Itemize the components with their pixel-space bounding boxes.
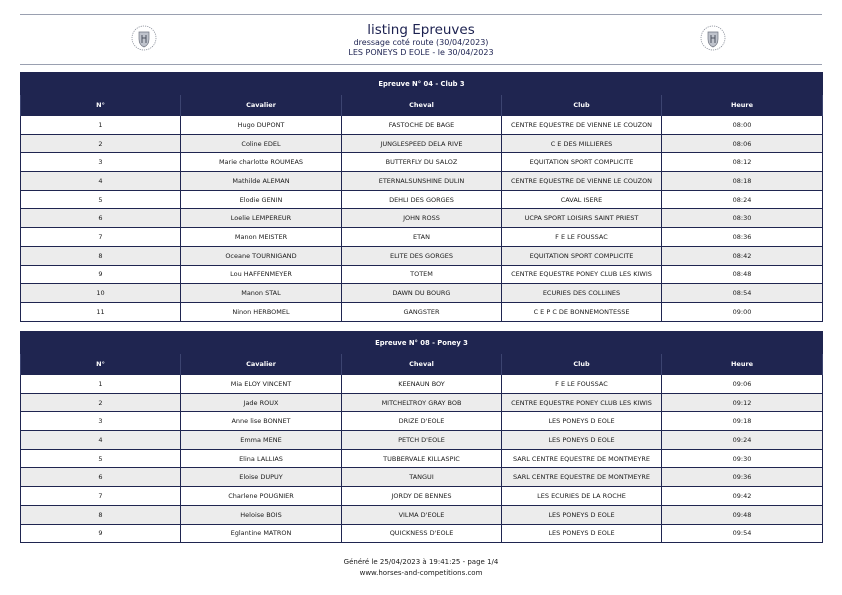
cell-horse: DAWN DU BOURG: [342, 284, 502, 303]
table-row: [21, 412, 823, 431]
cell-horse: KEENAUN BOY: [342, 375, 502, 394]
cell-time: 09:18: [662, 412, 823, 431]
cell-time: 08:00: [662, 116, 823, 135]
cell-number: 11: [21, 302, 181, 321]
cell-number: 7: [21, 228, 181, 247]
cell-rider: Manon STAL: [181, 284, 342, 303]
cell-club: UCPA SPORT LOISIRS SAINT PRIEST: [502, 209, 662, 228]
cell-rider: Hugo DUPONT: [181, 116, 342, 135]
table-row: [21, 302, 823, 321]
cell-number: 4: [21, 172, 181, 191]
table-row: [21, 468, 823, 487]
cell-rider: Ninon HERBOMEL: [181, 302, 342, 321]
epreuve-title: Epreuve N° 08 - Poney 3: [21, 332, 823, 354]
cell-club: LES PONEYS D EOLE: [502, 412, 662, 431]
epreuve-rows: [21, 116, 823, 322]
epreuve-rows: [21, 375, 823, 543]
table-row: [21, 524, 823, 543]
cell-rider: Coline EDEL: [181, 134, 342, 153]
cell-number: 1: [21, 375, 181, 394]
cell-time: 08:48: [662, 265, 823, 284]
table-row: [21, 431, 823, 450]
column-header-number: N°: [21, 354, 181, 375]
cell-rider: Elina LALLIAS: [181, 449, 342, 468]
cell-number: 5: [21, 449, 181, 468]
page-header: [0, 22, 842, 57]
column-header-club: Club: [502, 354, 662, 375]
top-rule: [20, 14, 822, 15]
cell-rider: Marie charlotte ROUMEAS: [181, 153, 342, 172]
cell-horse: DRIZE D'EOLE: [342, 412, 502, 431]
cell-horse: VILMA D'EOLE: [342, 505, 502, 524]
cell-time: 09:06: [662, 375, 823, 394]
column-header-row: [21, 95, 823, 116]
table-row: [21, 209, 823, 228]
table-row: [21, 265, 823, 284]
cell-club: CENTRE EQUESTRE PONEY CLUB LES KIWIS: [502, 393, 662, 412]
cell-horse: BUTTERFLY DU SALOZ: [342, 153, 502, 172]
cell-number: 9: [21, 265, 181, 284]
cell-rider: Eglantine MATRON: [181, 524, 342, 543]
cell-rider: Manon MEISTER: [181, 228, 342, 247]
table-row: [21, 246, 823, 265]
column-header-rider: Cavalier: [181, 95, 342, 116]
cell-club: LES PONEYS D EOLE: [502, 431, 662, 450]
cell-club: CENTRE EQUESTRE DE VIENNE LE COUZON: [502, 172, 662, 191]
column-header-horse: Cheval: [342, 354, 502, 375]
cell-club: LES PONEYS D EOLE: [502, 524, 662, 543]
cell-rider: Elodie GENIN: [181, 190, 342, 209]
cell-time: 08:30: [662, 209, 823, 228]
column-header-rider: Cavalier: [181, 354, 342, 375]
cell-rider: Jade ROUX: [181, 393, 342, 412]
column-header-time: Heure: [662, 354, 823, 375]
cell-number: 1: [21, 116, 181, 135]
cell-number: 3: [21, 153, 181, 172]
cell-time: 08:12: [662, 153, 823, 172]
table-row: [21, 375, 823, 394]
cell-time: 08:06: [662, 134, 823, 153]
cell-club: CENTRE EQUESTRE PONEY CLUB LES KIWIS: [502, 265, 662, 284]
page-subtitle-venue: LES PONEYS D EOLE - le 30/04/2023: [348, 47, 494, 57]
cell-time: 08:54: [662, 284, 823, 303]
cell-rider: Oceane TOURNIGAND: [181, 246, 342, 265]
cell-number: 4: [21, 431, 181, 450]
table-row: [21, 134, 823, 153]
cell-club: CENTRE EQUESTRE DE VIENNE LE COUZON: [502, 116, 662, 135]
cell-club: CAVAL ISERE: [502, 190, 662, 209]
cell-number: 7: [21, 487, 181, 506]
table-row: [21, 228, 823, 247]
table-row: [21, 284, 823, 303]
cell-time: 08:24: [662, 190, 823, 209]
cell-rider: Emma MENE: [181, 431, 342, 450]
cell-number: 10: [21, 284, 181, 303]
cell-club: C E DES MILLIERES: [502, 134, 662, 153]
cell-number: 6: [21, 468, 181, 487]
cell-time: 09:24: [662, 431, 823, 450]
cell-horse: MITCHELTROY GRAY BOB: [342, 393, 502, 412]
cell-horse: DEHLI DES GORGES: [342, 190, 502, 209]
table-row: [21, 393, 823, 412]
table-row: [21, 449, 823, 468]
cell-club: LES PONEYS D EOLE: [502, 505, 662, 524]
table-row: [21, 172, 823, 191]
epreuve-title: Epreuve N° 04 - Club 3: [21, 73, 823, 95]
table-row: [21, 487, 823, 506]
cell-horse: GANGSTER: [342, 302, 502, 321]
cell-horse: JORDY DE BENNES: [342, 487, 502, 506]
cell-time: 09:54: [662, 524, 823, 543]
cell-club: C E P C DE BONNEMONTESSE: [502, 302, 662, 321]
cell-horse: TANGUI: [342, 468, 502, 487]
page-title: listing Epreuves: [367, 22, 475, 38]
cell-club: F E LE FOUSSAC: [502, 228, 662, 247]
column-header-number: N°: [21, 95, 181, 116]
cell-time: 09:48: [662, 505, 823, 524]
cell-horse: FASTOCHE DE BAGE: [342, 116, 502, 135]
cell-time: 09:36: [662, 468, 823, 487]
column-header-club: Club: [502, 95, 662, 116]
cell-horse: ELITE DES GORGES: [342, 246, 502, 265]
cell-horse: TUBBERVALE KILLASPIC: [342, 449, 502, 468]
page-subtitle-event: dressage coté route (30/04/2023): [353, 38, 489, 47]
cell-number: 8: [21, 505, 181, 524]
cell-number: 9: [21, 524, 181, 543]
cell-horse: QUICKNESS D'EOLE: [342, 524, 502, 543]
cell-time: 08:42: [662, 246, 823, 265]
cell-number: 5: [21, 190, 181, 209]
page-footer: [0, 557, 842, 578]
cell-horse: JUNGLESPEED DELA RIVE: [342, 134, 502, 153]
cell-rider: Anne lise BONNET: [181, 412, 342, 431]
cell-club: LES ECURIES DE LA ROCHE: [502, 487, 662, 506]
cell-club: F E LE FOUSSAC: [502, 375, 662, 394]
generated-note: Généré le 25/04/2023 à 19:41:25 - page 1/4: [343, 558, 499, 566]
cell-number: 3: [21, 412, 181, 431]
epreuve-table: [20, 72, 823, 322]
cell-number: 8: [21, 246, 181, 265]
cell-time: 08:36: [662, 228, 823, 247]
epreuve-table: [20, 331, 823, 543]
cell-rider: Loelie LEMPEREUR: [181, 209, 342, 228]
cell-rider: Eloise DUPUY: [181, 468, 342, 487]
cell-horse: ETAN: [342, 228, 502, 247]
cell-number: 2: [21, 134, 181, 153]
cell-rider: Mia ELOY VINCENT: [181, 375, 342, 394]
table-row: [21, 153, 823, 172]
column-header-row: [21, 354, 823, 375]
cell-rider: Mathilde ALEMAN: [181, 172, 342, 191]
cell-time: 09:42: [662, 487, 823, 506]
header-bottom-rule: [20, 64, 822, 65]
cell-club: EQUITATION SPORT COMPLICITE: [502, 153, 662, 172]
cell-rider: Heloise BOIS: [181, 505, 342, 524]
cell-club: SARL CENTRE EQUESTRE DE MONTMEYRE: [502, 468, 662, 487]
cell-time: 09:12: [662, 393, 823, 412]
cell-horse: ETERNALSUNSHINE DULIN: [342, 172, 502, 191]
cell-number: 6: [21, 209, 181, 228]
column-header-time: Heure: [662, 95, 823, 116]
cell-number: 2: [21, 393, 181, 412]
cell-rider: Charlene POUGNIER: [181, 487, 342, 506]
column-header-horse: Cheval: [342, 95, 502, 116]
cell-club: EQUITATION SPORT COMPLICITE: [502, 246, 662, 265]
cell-time: 08:18: [662, 172, 823, 191]
table-row: [21, 190, 823, 209]
cell-time: 09:00: [662, 302, 823, 321]
cell-club: SARL CENTRE EQUESTRE DE MONTMEYRE: [502, 449, 662, 468]
cell-horse: PETCH D'EOLE: [342, 431, 502, 450]
table-row: [21, 116, 823, 135]
cell-horse: TOTEM: [342, 265, 502, 284]
cell-club: ECURIES DES COLLINES: [502, 284, 662, 303]
table-row: [21, 505, 823, 524]
cell-time: 09:30: [662, 449, 823, 468]
website-link[interactable]: www.horses-and-competitions.com: [359, 568, 483, 577]
cell-horse: JOHN ROSS: [342, 209, 502, 228]
cell-rider: Lou HAFFENMEYER: [181, 265, 342, 284]
